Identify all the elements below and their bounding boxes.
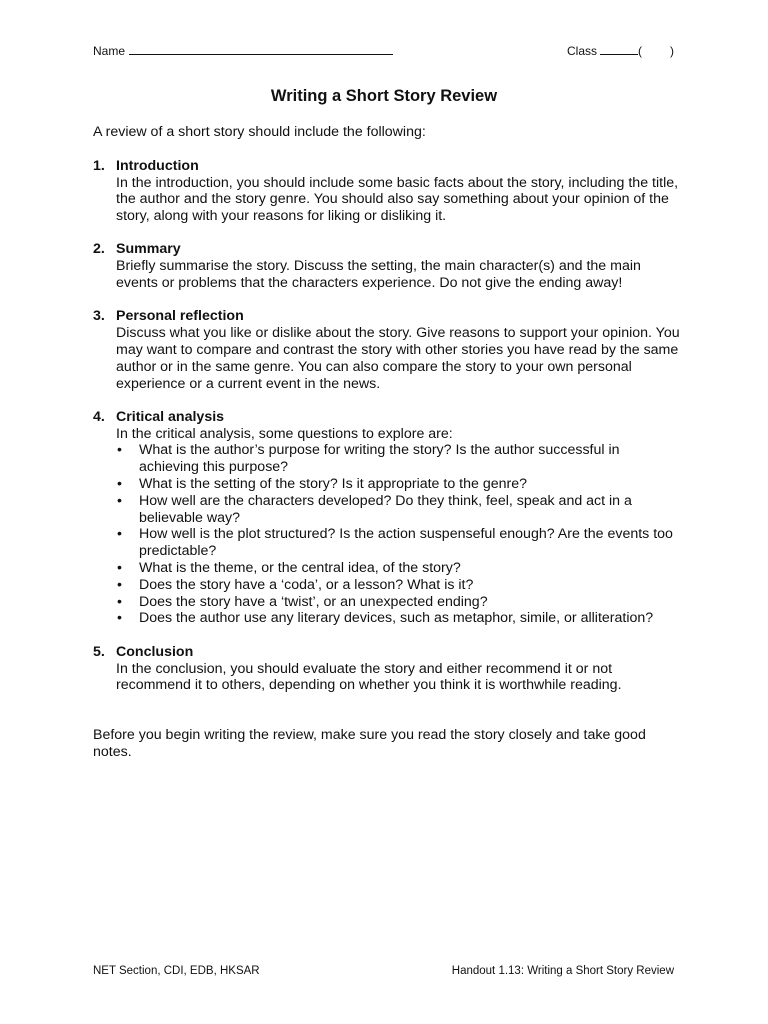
- section-number: 3.: [93, 308, 105, 325]
- footer-handout-id: Handout 1.13: Writing a Short Story Review: [451, 965, 674, 977]
- name-blank-line: [129, 43, 393, 55]
- section-body: Discuss what you like or dislike about the story. Give reasons to support your opinion. You may want to compare and contrast the story with other stories you have read by the same author or in the same genre. You can also compare the story to your own personal experience or a current event in the news.: [116, 325, 680, 392]
- section-heading: Critical analysis: [116, 408, 225, 425]
- question-item: • What is the setting of the story? Is it appropriate to the genre?: [116, 476, 683, 493]
- section-introduction: [93, 158, 683, 225]
- section-conclusion: [93, 644, 683, 694]
- class-number-close-paren: ): [670, 44, 674, 58]
- section-number: 5.: [93, 643, 105, 660]
- section-heading: Personal reflection: [116, 308, 244, 325]
- closing-note: Before you begin writing the review, make sure you read the story closely and take good notes.: [93, 727, 646, 760]
- name-label: Name: [93, 44, 126, 58]
- question-item: • What is the theme, or the central idea, of the story?: [116, 560, 683, 577]
- class-blank-line: [600, 43, 638, 55]
- class-number-open-paren: (: [638, 44, 642, 58]
- question-item: • Does the story have a ‘coda’, or a lesson? What is it?: [116, 577, 683, 594]
- section-heading: Introduction: [116, 157, 199, 174]
- section-heading: Summary: [116, 241, 181, 258]
- class-field: [567, 43, 674, 58]
- section-number: 4.: [93, 408, 105, 425]
- student-info-header: [93, 43, 674, 59]
- section-critical-analysis: [93, 409, 683, 627]
- section-body: In the conclusion, you should evaluate the story and either recommend it or not recommend it to others, depending on whether you think it is worthwhile reading.: [116, 660, 622, 694]
- page-title: Writing a Short Story Review: [270, 87, 498, 105]
- handout-body: [93, 124, 683, 761]
- critical-analysis-questions: [116, 442, 683, 627]
- section-body: In the introduction, you should include some basic facts about the story, including the title, the author and the story genre. You should also say something about your opinion of the story, along with your reasons for liking or disliking it.: [116, 174, 679, 225]
- review-sections-list: [93, 158, 683, 694]
- section-number: 1.: [93, 157, 105, 174]
- question-item: • How well are the characters developed? Do they think, feel, speak and act in a believable way?: [116, 493, 683, 527]
- section-heading: Conclusion: [116, 643, 194, 660]
- question-item: • Does the story have a ‘twist’, or an unexpected ending?: [116, 594, 683, 611]
- question-item: • Does the author use any literary devices, such as metaphor, simile, or alliteration?: [116, 610, 683, 627]
- section-body: Briefly summarise the story. Discuss the setting, the main character(s) and the main events or problems that the characters experience. Do not give the ending away!: [116, 258, 641, 292]
- question-item: • What is the author’s purpose for writing the story? Is the author successful in achieving this purpose?: [116, 442, 683, 476]
- name-field: [93, 43, 393, 58]
- section-summary: [93, 241, 683, 291]
- footer-source: NET Section, CDI, EDB, HKSAR: [93, 965, 260, 977]
- section-body: In the critical analysis, some questions to explore are:: [116, 425, 453, 442]
- section-number: 2.: [93, 241, 105, 258]
- intro-text: A review of a short story should include the following:: [93, 124, 426, 140]
- section-personal-reflection: [93, 308, 683, 392]
- class-label: Class: [566, 44, 597, 58]
- question-item: • How well is the plot structured? Is the action suspenseful enough? Are the events too predictable?: [116, 526, 683, 560]
